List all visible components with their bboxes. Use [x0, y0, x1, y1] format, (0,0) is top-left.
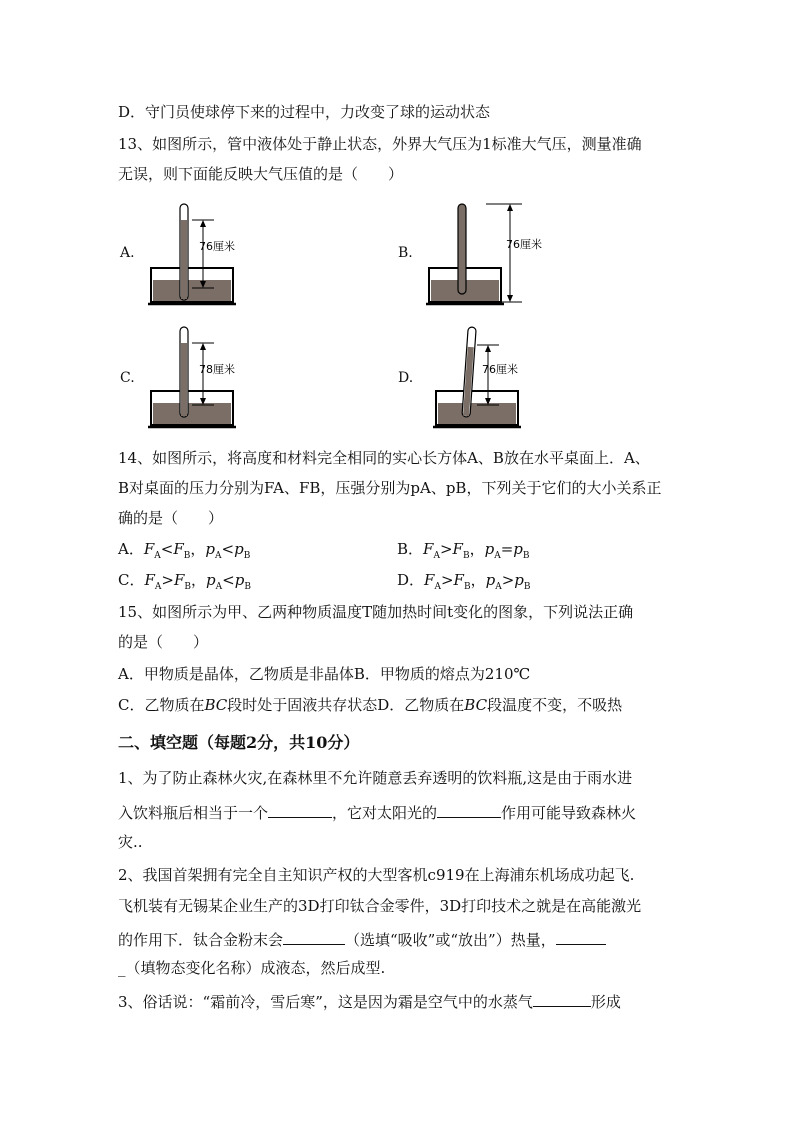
q13-stem-1: 13、如图所示，管中液体处于静止状态，外界大气压为1标准大气压，测量准确 [118, 135, 642, 153]
q13-option-b-letter: B. [398, 245, 413, 261]
q13-c-measure: 78厘米 [199, 363, 235, 376]
fill2-line4: _（填物态变化名称）成液态，然后成型. [118, 959, 386, 977]
q15-stem-2: 的是（ ） [118, 633, 209, 651]
q12-option-d: D．守门员使球停下来的过程中，力改变了球的运动状态 [118, 103, 491, 121]
q14-option-d: D．$F_A>F_B$，$p_A>p_B$ [397, 571, 531, 592]
fill2-line2: 飞机装有无锡某企业生产的3D打印钛合金零件，3D打印技术之就是在高能激光 [118, 897, 642, 915]
fill3-line1: 3、俗话说：“霜前冷，雪后寒”，这是因为霜是空气中的水蒸气 形成 [118, 990, 621, 1012]
q14-stem-2: B对桌面的压力分别为FA、FB，压强分别为pA、pB，下列关于它们的大小关系正 [118, 479, 662, 497]
q13-stem-2: 无误，则下面能反映大气压值的是（ ） [118, 165, 404, 183]
q15-stem-1: 15、如图所示为甲、乙两种物质温度T随加热时间t变化的图象，下列说法正确 [118, 603, 634, 621]
fill1-line1: 1、为了防止森林火灾,在森林里不允许随意丢弃透明的饮料瓶,这是由于雨水进 [118, 769, 633, 787]
q13-b-measure: 76厘米 [506, 238, 542, 251]
section-heading: 二、填空题（每题2分，共10分） [118, 733, 360, 752]
q14-stem-3: 确的是（ ） [118, 509, 224, 527]
fill2-blank-2[interactable] [556, 928, 606, 945]
q14-stem-1: 14、如图所示，将高度和材料完全相同的实心长方体A、B放在水平桌面上．A、 [118, 449, 650, 467]
q13-a-measure: 76厘米 [199, 240, 235, 253]
q13-d-measure: 76厘米 [482, 363, 518, 376]
q13-figure-b [426, 200, 546, 308]
q14-option-b: B．$F_A>F_B$，$p_A=p_B$ [397, 540, 530, 561]
q13-option-c-letter: C. [120, 370, 135, 386]
fill3-blank-1[interactable] [533, 990, 591, 1007]
q13-option-a-letter: A. [120, 245, 135, 261]
q14-option-c: C．$F_A>F_B$，$p_A<p_B$ [118, 571, 251, 592]
q13-figure-c [148, 323, 238, 431]
q14-option-a: A．$F_A<F_B$，$p_A<p_B$ [118, 540, 251, 561]
q15-options-cd: C．乙物质在BC段时处于固液共存状态D．乙物质在BC段温度不变，不吸热 [118, 696, 623, 714]
fill2-blank-1[interactable] [283, 928, 345, 945]
fill1-line2: 入饮料瓶后相当于一个 ，它对太阳光的 作用可能导致森林火 [118, 801, 636, 823]
fill2-line3: 的作用下．钛合金粉末会 （选填“吸收”或“放出”）热量， [118, 928, 606, 950]
q13-figure-a [148, 200, 238, 308]
fill1-blank-1[interactable] [268, 801, 332, 818]
fill2-line1: 2、我国首架拥有完全自主知识产权的大型客机c919在上海浦东机场成功起飞. [118, 866, 635, 884]
fill1-blank-2[interactable] [437, 801, 501, 818]
q13-figure-d [433, 323, 523, 431]
q13-option-d-letter: D. [398, 370, 414, 386]
fill1-line3: 灾.. [118, 833, 143, 851]
q15-options-ab: A．甲物质是晶体，乙物质是非晶体B．甲物质的熔点为210℃ [118, 665, 531, 683]
